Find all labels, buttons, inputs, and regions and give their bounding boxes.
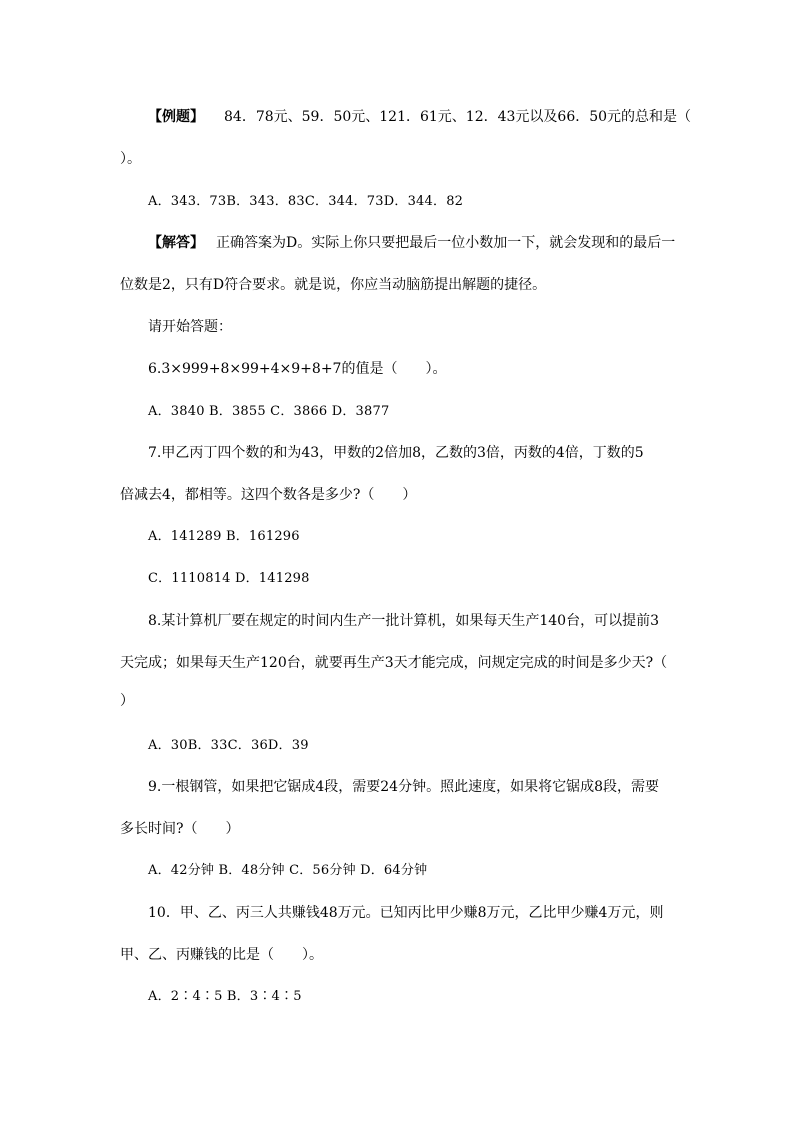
- question-8: 8.某计算机厂要在规定的时间内生产一批计算机，如果每天生产140台，可以提前3: [148, 613, 659, 629]
- answer-text: 正确答案为D。实际上你只要把最后一位小数加一下，就会发现和的最后一: [216, 235, 676, 251]
- question-7-options-1: A．141289 B．161296: [148, 529, 300, 544]
- example-line: [148, 108, 691, 126]
- question-10-cont: 甲、乙、丙赚钱的比是（ ）。: [120, 947, 323, 963]
- answer-text-cont: 位数是2，只有D符合要求。就是说，你应当动脑筋提出解题的捷径。: [120, 277, 547, 293]
- example-text-cont: ）。: [120, 151, 141, 167]
- answer-line: [148, 234, 675, 252]
- question-10-options: A．2∶4∶5 B．3∶4∶5: [148, 989, 302, 1004]
- example-options: A．343．73B．343．83C．344．73D．344．82: [148, 194, 464, 209]
- example-label: 【例题】: [148, 109, 204, 125]
- example-text: 84．78元、59．50元、121．61元、12．43元以及66．50元的总和是（: [224, 109, 692, 125]
- answer-label: 【解答】: [148, 235, 204, 251]
- question-6-options: A．3840 B．3855 C．3866 D．3877: [148, 404, 390, 419]
- question-8-cont: 天完成；如果每天生产120台，就要再生产3天才能完成，问规定完成的时间是多少天?（: [120, 655, 668, 671]
- question-9-cont: 多长时间?（ ）: [120, 821, 240, 837]
- question-9-options: A．42分钟 B．48分钟 C．56分钟 D．64分钟: [148, 863, 428, 878]
- question-8-cont-2: ）: [120, 693, 134, 709]
- question-7: 7.甲乙丙丁四个数的和为43，甲数的2倍加8，乙数的3倍，丙数的4倍，丁数的5: [148, 445, 644, 461]
- question-10: 10．甲、乙、丙三人共赚钱48万元。已知丙比甲少赚8万元，乙比甲少赚4万元，则: [148, 905, 664, 921]
- question-9: 9.一根钢管，如果把它锯成4段，需要24分钟。照此速度，如果将它锯成8段，需要: [148, 779, 659, 795]
- question-7-cont: 倍减去4，都相等。这四个数各是多少?（ ）: [120, 487, 417, 503]
- question-7-options-2: C．1110814 D．141298: [148, 571, 310, 586]
- question-6: 6.3×999+8×99+4×9+8+7的值是（ ）。: [148, 361, 447, 377]
- question-8-options: A．30B．33C．36D．39: [148, 738, 309, 753]
- start-prompt: 请开始答题：: [148, 319, 232, 335]
